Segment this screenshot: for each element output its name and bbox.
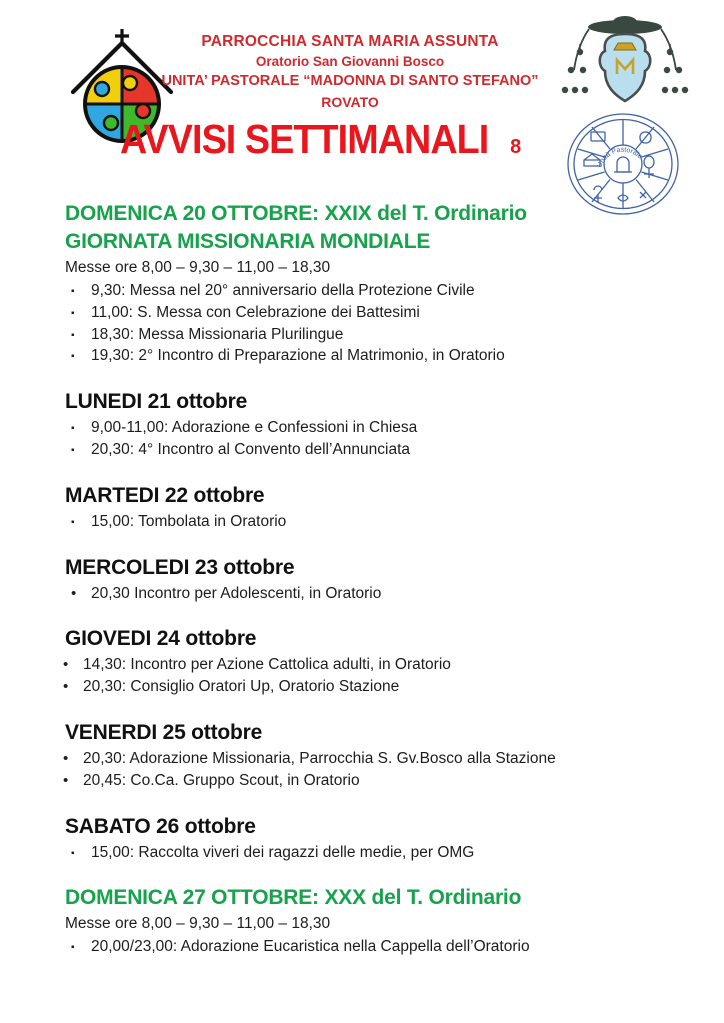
oratorio-name: Oratorio San Giovanni Bosco bbox=[255, 54, 445, 69]
event-text: 14,30: Incontro per Azione Cattolica adulti, in Oratorio bbox=[83, 656, 451, 674]
bullet-icon: • bbox=[63, 656, 69, 674]
section-giovedi-24 bbox=[65, 625, 690, 698]
event-item bbox=[65, 417, 690, 439]
mass-times: Messe ore 8,00 – 9,30 – 11,00 – 18,30 bbox=[65, 259, 331, 276]
event-text: 20,30: Consiglio Oratori Up, Oratorio Stazione bbox=[83, 678, 400, 696]
event-text: 19,30: 2° Incontro di Preparazione al Matrimonio, in Oratorio bbox=[91, 347, 505, 365]
section-mercoledi-23 bbox=[65, 554, 690, 605]
event-text: 20,30: Adorazione Missionaria, Parrocchia S. Gv.Bosco alla Stazione bbox=[83, 749, 556, 767]
section-martedi-22 bbox=[65, 482, 690, 533]
event-item bbox=[65, 770, 690, 792]
unita-pastorale-name: UNITA’ PASTORALE “MADONNA DI SANTO STEFANO” bbox=[161, 73, 539, 89]
event-item bbox=[65, 842, 690, 864]
bullet-icon: • bbox=[63, 749, 69, 767]
bullet-icon: • bbox=[63, 771, 69, 789]
section-heading: GIORNATA MISSIONARIA MONDIALE bbox=[65, 230, 431, 253]
event-text: 9,00-11,00: Adorazione e Confessioni in Chiesa bbox=[91, 419, 418, 437]
announcements bbox=[65, 200, 690, 958]
section-sabato-26 bbox=[65, 813, 690, 864]
event-list bbox=[65, 417, 690, 461]
page-title-text: AVVISI SETTIMANALI bbox=[119, 116, 489, 162]
event-list bbox=[65, 583, 690, 605]
section-heading: GIOVEDI 24 ottobre bbox=[65, 627, 257, 651]
event-text: 20,30 Incontro per Adolescenti, in Oratorio bbox=[91, 584, 382, 602]
event-item bbox=[65, 676, 690, 698]
section-domenica-20 bbox=[65, 200, 690, 367]
bullet-icon: ▪ bbox=[71, 942, 75, 954]
issue-number: 8 bbox=[510, 136, 522, 158]
section-heading: MERCOLEDI 23 ottobre bbox=[65, 555, 295, 579]
section-heading: DOMENICA 27 OTTOBRE: XXX del T. Ordinario bbox=[65, 886, 522, 910]
event-list bbox=[65, 654, 690, 698]
bullet-icon: ▪ bbox=[71, 423, 75, 435]
bullet-icon: ▪ bbox=[71, 329, 75, 341]
mass-times: Messe ore 8,00 – 9,30 – 11,00 – 18,30 bbox=[65, 915, 331, 933]
bullet-icon: ▪ bbox=[71, 351, 75, 363]
event-list bbox=[65, 936, 690, 958]
event-text: 20,00/23,00: Adorazione Eucaristica nella Cappella dell’Oratorio bbox=[91, 938, 530, 956]
bullet-icon: ▪ bbox=[71, 307, 75, 319]
event-list bbox=[65, 748, 690, 792]
section-lunedi-21 bbox=[65, 388, 690, 461]
bullet-icon: • bbox=[71, 584, 77, 602]
event-text: 18,30: Messa Missionaria Plurilingue bbox=[91, 325, 344, 343]
bullet-icon: ▪ bbox=[71, 444, 75, 456]
city-name: ROVATO bbox=[321, 94, 379, 110]
seal-text: Unità Pastorale bbox=[596, 146, 644, 169]
section-heading: LUNEDI 21 ottobre bbox=[65, 390, 248, 414]
event-item bbox=[65, 280, 690, 302]
section-venerdi-25 bbox=[65, 719, 690, 792]
event-item bbox=[65, 936, 690, 958]
event-item bbox=[65, 583, 690, 605]
event-item bbox=[65, 302, 690, 324]
event-item bbox=[65, 654, 690, 676]
bullet-icon: • bbox=[63, 678, 69, 696]
event-item bbox=[65, 511, 690, 533]
section-domenica-27 bbox=[65, 884, 690, 958]
event-text: 15,00: Tombolata in Oratorio bbox=[91, 512, 287, 530]
bullet-icon: ▪ bbox=[71, 847, 75, 859]
event-item bbox=[65, 345, 690, 367]
event-list bbox=[65, 280, 690, 367]
bullet-icon: ▪ bbox=[71, 286, 75, 297]
section-heading: MARTEDI 22 ottobre bbox=[65, 483, 265, 507]
parish-name: PARROCCHIA SANTA MARIA ASSUNTA bbox=[201, 33, 499, 50]
header-text-block bbox=[150, 32, 550, 112]
page-title bbox=[60, 116, 565, 163]
event-text: 20,30: 4° Incontro al Convento dell’Annunciata bbox=[91, 440, 410, 458]
section-heading: SABATO 26 ottobre bbox=[65, 814, 256, 838]
event-text: 20,45: Co.Ca. Gruppo Scout, in Oratorio bbox=[83, 771, 360, 789]
event-item bbox=[65, 439, 690, 461]
event-text: 11,00: S. Messa con Celebrazione dei Battesimi bbox=[91, 303, 420, 321]
event-item bbox=[65, 324, 690, 346]
event-list bbox=[65, 842, 690, 864]
bullet-icon: ▪ bbox=[71, 516, 75, 528]
event-text: 15,00: Raccolta viveri dei ragazzi delle medie, per OMG bbox=[91, 843, 475, 861]
section-heading: DOMENICA 20 OTTOBRE: XXIX del T. Ordinario bbox=[65, 202, 527, 225]
event-item bbox=[65, 748, 690, 770]
bishop-coat-of-arms-icon bbox=[558, 14, 692, 114]
section-heading: VENERDI 25 ottobre bbox=[65, 720, 263, 744]
event-list bbox=[65, 511, 690, 533]
event-text: 9,30: Messa nel 20° anniversario della Protezione Civile bbox=[91, 282, 475, 299]
